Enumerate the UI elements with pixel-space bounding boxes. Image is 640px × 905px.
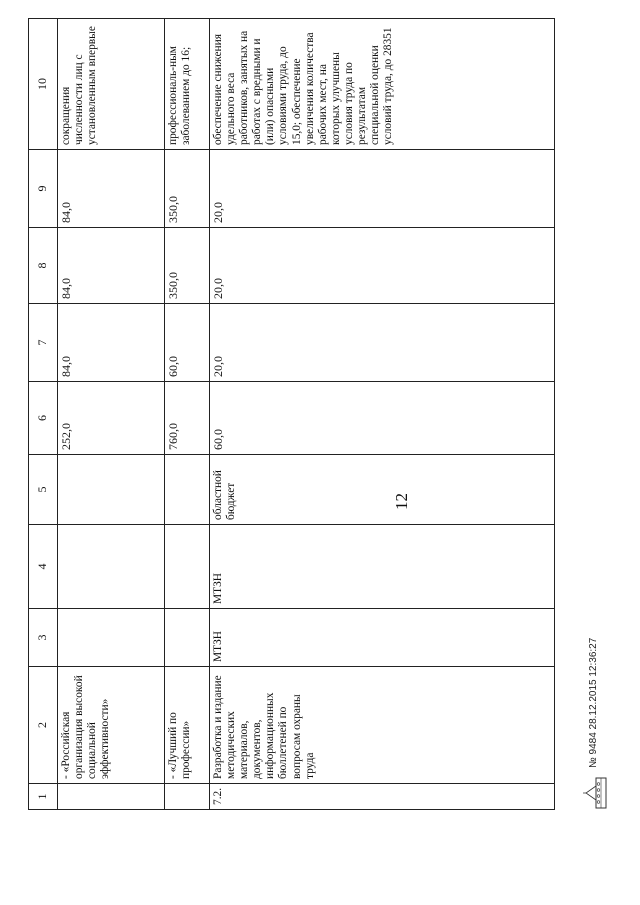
amount-year-1-cell: 60,0 [165,304,210,382]
column-header: 9 [29,150,58,228]
responsible-cell: МТЗН [210,609,555,667]
page-number: 12 [392,493,411,510]
responsible-cell [165,609,210,667]
amount-year-3-cell: 20,0 [210,150,555,228]
funding-source-cell: областной бюджет [210,455,555,525]
archive-logo-icon [582,776,608,810]
expected-result-cell: сокращения численности лиц с установленным впервые [58,19,165,150]
row-number-cell: 7.2. [210,784,555,810]
column-header: 7 [29,304,58,382]
responsible-cell [58,609,165,667]
expected-result-cell: обеспечение снижения удельного веса работников, занятых на работах с вредными и (или) опасными условиями труда, до 15,0; обеспечение увеличения количества рабочих мест, на которых улучшены условия труда по результатам специальной оценки условий труда, до 28351 [210,19,555,150]
table-row [58,19,165,810]
program-table [28,18,555,810]
table-header-row [29,19,58,810]
column-header: 2 [29,667,58,784]
amount-total-cell: 252,0 [58,382,165,455]
amount-year-2-cell: 84,0 [58,228,165,304]
executor-cell: МТЗН [210,525,555,609]
measure-name-cell: Разработка и издание методических материалов, документов, информационных бюллетеней по вопросам охраны труда [210,667,555,784]
column-header: 5 [29,455,58,525]
amount-total-cell: 60,0 [210,382,555,455]
column-header: 8 [29,228,58,304]
registration-stamp [568,530,612,810]
amount-year-2-cell: 20,0 [210,228,555,304]
funding-source-cell [165,455,210,525]
amount-total-cell: 760,0 [165,382,210,455]
row-number-cell [165,784,210,810]
column-header: 10 [29,19,58,150]
column-header: 3 [29,609,58,667]
funding-source-cell [58,455,165,525]
table-row [165,19,210,810]
executor-cell [165,525,210,609]
column-header: 6 [29,382,58,455]
amount-year-3-cell: 84,0 [58,150,165,228]
row-number-cell [58,784,165,810]
amount-year-2-cell: 350,0 [165,228,210,304]
executor-cell [58,525,165,609]
measure-name-cell: - «Лучший по профессии» [165,667,210,784]
amount-year-1-cell: 84,0 [58,304,165,382]
column-header: 4 [29,525,58,609]
table-row [210,19,555,810]
amount-year-1-cell: 20,0 [210,304,555,382]
column-header: 1 [29,784,58,810]
registration-number: № 9484 28.12.2015 12:36:27 [588,637,599,768]
measure-name-cell: - «Российская организация высокой социальной эффективности» [58,667,165,784]
amount-year-3-cell: 350,0 [165,150,210,228]
expected-result-cell: профессиональ-ным заболеванием до 16; [165,19,210,150]
